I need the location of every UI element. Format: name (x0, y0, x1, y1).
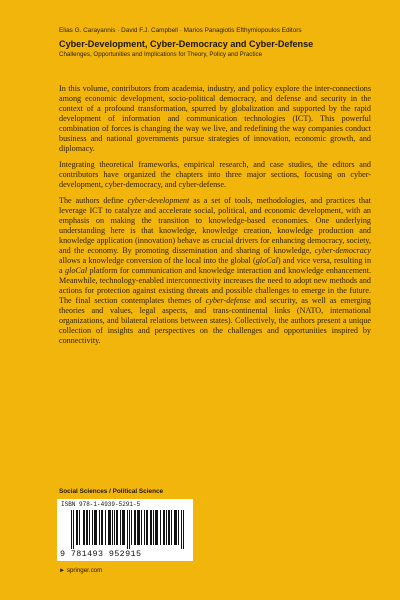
emphasis-glocal: gloCal (65, 266, 88, 275)
barcode-bar (105, 510, 106, 545)
barcode-bar (153, 510, 154, 545)
barcode-bar (102, 510, 103, 545)
emphasis-cyber-defense: cyber-defense (205, 296, 251, 305)
website-link[interactable]: springer.com (66, 567, 103, 574)
arrow-icon: ► (59, 567, 66, 574)
barcode-bar (110, 510, 111, 545)
blurb-paragraph-3 (59, 196, 371, 346)
blurb-paragraph-1: In this volume, contributors from academia, industry, and policy explore the inter-connections among economic development, socio-political democracy, and defense and security in the context of a profound transformation, spurred by globalization and supported by the rapid development of information and communication technologies (ICT). This powerful combination of forces is changing the way we live, and redefining the way companies conduct business and national governments pursue strategies of innovation, economic growth, and diplomacy. (59, 84, 371, 153)
barcode-bar (163, 510, 164, 545)
barcode-bar (171, 510, 172, 545)
barcode-bar (169, 510, 170, 545)
book-subtitle: Challenges, Opportunities and Implications for Theory, Policy and Practice (59, 51, 263, 58)
barcode-bar (137, 510, 138, 545)
barcode-bar (183, 510, 184, 549)
barcode-bar (131, 510, 132, 545)
editors-line: Elias G. Carayannis · David F.J. Campbell · Marios Panagiotis Efthymiopoulos Editors (59, 27, 302, 34)
barcode-bar (101, 510, 102, 545)
barcode-bar (176, 510, 177, 545)
text-run: ) and vice versa, resulting in a (59, 256, 372, 275)
publisher-website (59, 567, 102, 574)
text-run: platform for communication and knowledge interaction and knowledge enhancement. Meanwhile, technology-enabled interconnectivity increases the need to adopt new methods and actions for protection against existing threats and possible challenges to emerge in the future. The final section contemplates themes of (59, 266, 372, 305)
barcode-bar (134, 510, 135, 545)
barcode-bar (122, 510, 123, 545)
barcode-bar (76, 510, 77, 545)
emphasis-cyber-democracy: cyber-democracy (314, 246, 371, 255)
barcode-bar (71, 510, 72, 549)
barcode-bar (114, 510, 115, 545)
barcode-bar (166, 510, 167, 545)
barcode-bar (109, 510, 110, 545)
text-run: The authors define (59, 196, 128, 205)
barcode-number: 9 781493 952915 (60, 549, 142, 559)
barcode-bar (178, 510, 179, 545)
book-title: Cyber-Development, Cyber-Democracy and Cyber-Defense (59, 39, 314, 49)
barcode-bar (174, 510, 175, 545)
barcode-bar (146, 510, 147, 545)
barcode-bar (95, 510, 96, 545)
barcode-bar (144, 510, 145, 545)
isbn-label: ISBN 978-1-4939-5291-5 (61, 501, 141, 508)
barcode-bar (116, 510, 117, 545)
barcode-bar (84, 510, 85, 545)
barcode-bar (112, 510, 113, 545)
barcode-bar (77, 510, 78, 545)
barcode-bar (157, 510, 158, 545)
barcode-bar (117, 510, 118, 545)
barcode-bar (83, 510, 84, 545)
barcode-bar (73, 510, 74, 549)
barcode-bar (124, 510, 125, 545)
barcode-bar (168, 510, 169, 545)
isbn-barcode (57, 499, 193, 561)
barcode-bar (141, 510, 142, 545)
barcode-bar (135, 510, 136, 545)
barcode-bar (86, 510, 87, 545)
barcode-bar (181, 510, 182, 549)
blurb (59, 84, 371, 352)
barcode-bar (156, 510, 157, 545)
barcode-bar (129, 510, 130, 549)
barcode-bar (147, 510, 148, 545)
barcode-bar (79, 510, 80, 545)
barcode-bar (120, 510, 121, 545)
barcode-bar (96, 510, 97, 545)
barcode-bar (92, 510, 93, 545)
barcode-bar (99, 510, 100, 545)
barcode-bar (164, 510, 165, 545)
barcode-bar (123, 510, 124, 545)
cover-header (59, 27, 379, 59)
emphasis-cyber-development: cyber-development (127, 196, 190, 205)
subject-category: Social Sciences / Political Science (59, 488, 164, 495)
barcode-bar (127, 510, 128, 549)
barcode-bar (151, 510, 152, 545)
text-run: allows a knowledge conversion of the local into the global ( (59, 256, 256, 265)
barcode-bar (87, 510, 88, 545)
text-run: and security, as well as emerging theories and values, legal aspects, and trans-continental links (NATO, international organizations, and bilateral relations between states). Collectively, the authors present a unique collection of insights and perspectives on the challenges and opportunities inspired by connectivity. (59, 296, 371, 345)
barcode-bar (139, 510, 140, 545)
barcode-bar (150, 510, 151, 545)
text-run: as a set of tools, methodologies, and practices that leverage ICT to catalyze and accelerate social, political, and economic development, with an emphasis on making the transition to knowledge-based economies. One underlying understanding here is that knowledge, knowledge creation, knowledge production and knowledge application (innovation) behave as crucial drivers for enhancing democracy, society, and the economy. By promoting dissemination and sharing of knowledge, (59, 196, 371, 255)
barcode-bar (160, 510, 161, 545)
barcode-bar (89, 510, 90, 545)
barcode-bar (155, 510, 156, 545)
barcode-bar (108, 510, 109, 545)
barcode-bar (94, 510, 95, 545)
barcode-bar (175, 510, 176, 545)
emphasis-glocal: gloCal (255, 256, 278, 265)
blurb-paragraph-2: Integrating theoretical frameworks, empirical research, and case studies, the editors and contributors have organized the chapters into three major sections, focusing on cyber-development, cyber-democracy, and cyber-defense. (59, 160, 371, 189)
barcode-bar (138, 510, 139, 545)
barcode-bars (71, 510, 187, 549)
